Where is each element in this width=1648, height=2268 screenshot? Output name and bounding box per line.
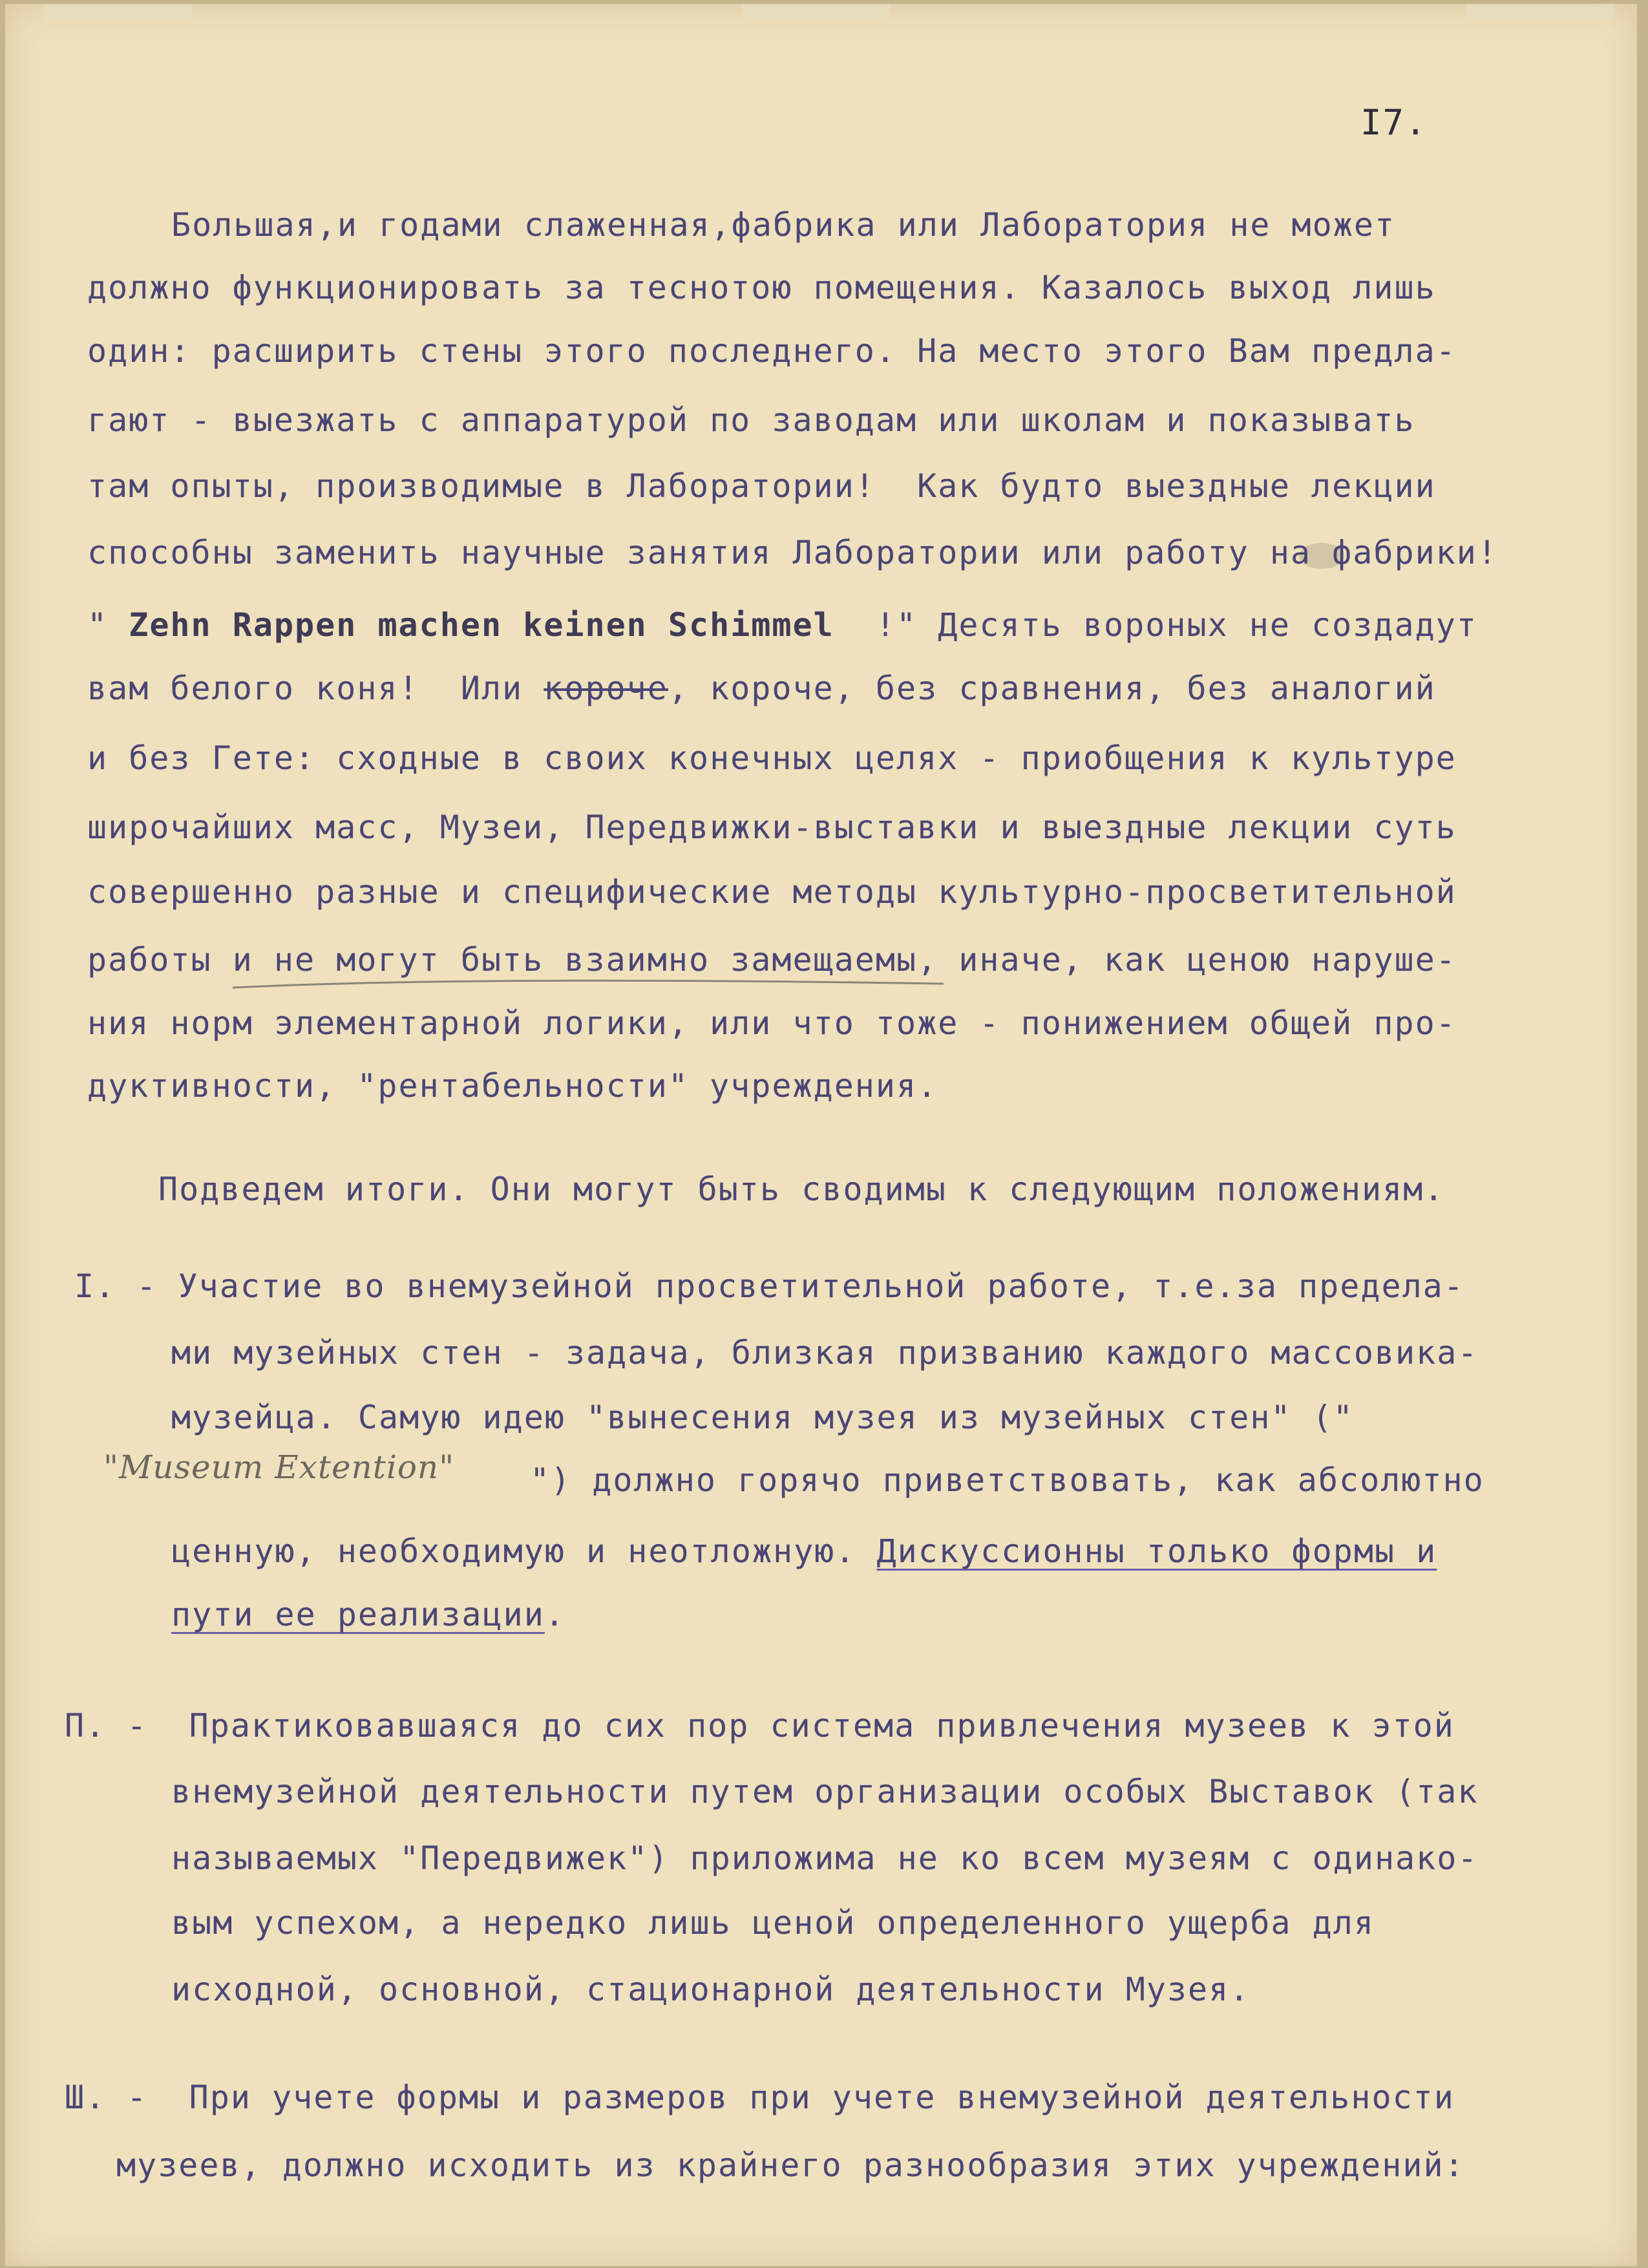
text-line: [87, 606, 1477, 644]
text-line: [171, 1595, 565, 1634]
text-line: вым успехом, а нередко лишь ценой определенного ущерба для: [171, 1904, 1375, 1942]
text-fragment: ценную, необходимую и неотложную.: [171, 1532, 877, 1570]
page-number: I7.: [1360, 102, 1428, 143]
text-line: способны заменить научные занятия Лаборатории или работу на фабрики!: [87, 534, 1498, 571]
text-line: дуктивности, "рентабельности" учреждения.: [87, 1067, 938, 1105]
text-line: [87, 669, 1436, 708]
numbered-point: I. - Участие во внемузейной просветительной работе, т.е.за предела-: [74, 1267, 1464, 1305]
summary-heading: Подведем итоги. Они могут быть сводимы к следующим положениям.: [158, 1171, 1445, 1208]
text-line: музеев, должно исходить из крайнего разнообразия этих учреждений:: [116, 2146, 1465, 2184]
underlined-text: пути ее реализации: [171, 1596, 545, 1633]
text-fragment: .: [544, 1596, 565, 1633]
german-proverb: Zehn Rappen machen keinen Schimmel: [129, 606, 834, 644]
text-fragment: ": [87, 606, 129, 644]
text-line: совершенно разные и специфические методы культурно-просветительной: [87, 873, 1457, 911]
text-line: работы и не могут быть взаимно замещаемы, иначе, как ценою наруше-: [87, 941, 1457, 979]
text-line: ми музейных стен - задача, близкая призванию каждого массовика-: [171, 1334, 1479, 1372]
text-line: гают - выезжать с аппаратурой по заводам или школам и показывать: [87, 401, 1415, 439]
text-line: Большая,и годами слаженная,фабрика или Лаборатория не может: [171, 206, 1396, 244]
underlined-text: Дискуссионны только формы и: [876, 1532, 1437, 1570]
text-fragment: вам белого коня! Или: [87, 670, 544, 707]
numbered-point: Ш. - При учете формы и размеров при учете внемузейной деятельности: [65, 2079, 1455, 2116]
text-fragment: !" Десять вороных не создадут: [834, 606, 1477, 644]
text-line: и без Гете: сходные в своих конечных целях - приобщения к культуре: [87, 739, 1457, 777]
text-line: один: расширить стены этого последнего. На место этого Вам предла-: [87, 332, 1457, 370]
text-line: там опыты, производимые в Лаборатории! Как будто выездные лекции: [87, 467, 1436, 505]
text-line: музейца. Самую идею "вынесения музея из музейных стен" (": [171, 1399, 1354, 1436]
struck-word: короче: [544, 670, 668, 707]
text-line: [171, 1532, 1437, 1571]
text-fragment: , короче, без сравнения, без аналогий: [668, 670, 1436, 707]
text-line: называемых "Передвижек") приложима не ко всем музеям с одинако-: [171, 1839, 1479, 1877]
text-line: ния норм элементарной логики, или что тоже - понижением общей про-: [87, 1004, 1457, 1042]
text-line: исходной, основной, стационарной деятельности Музея.: [171, 1971, 1251, 2008]
text-line: широчайших масс, Музеи, Передвижки-выставки и выездные лекции суть: [87, 809, 1457, 846]
handwritten-note: "Museum Extention": [103, 1448, 455, 1486]
text-line: ") должно горячо приветствовать, как абсолютно: [530, 1461, 1484, 1499]
text-line: внемузейной деятельности путем организации особых Выставок (так: [171, 1773, 1479, 1810]
text-line: должно функционировать за теснотою помещения. Казалось выход лишь: [87, 269, 1436, 306]
numbered-point: П. - Практиковавшаяся до сих пор система привлечения музеев к этой: [65, 1707, 1455, 1744]
